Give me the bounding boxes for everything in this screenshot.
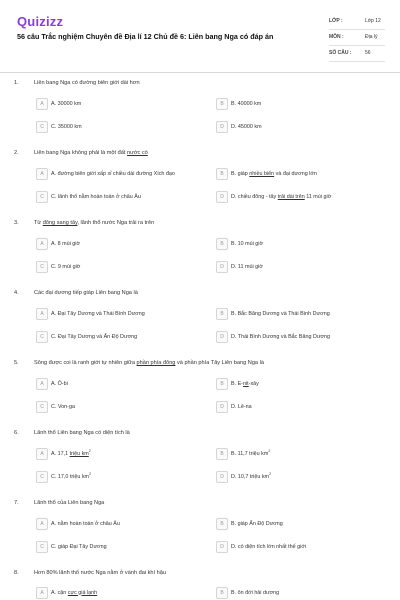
meta-table xyxy=(329,14,385,62)
question-text: Liên bang Nga có đường biên giới dài hơn xyxy=(34,80,140,86)
question-text-part: Từ xyxy=(34,220,43,226)
option-text-underlined: cực giá lạnh xyxy=(67,589,98,596)
superscript: 2 xyxy=(269,471,272,476)
option-a[interactable] xyxy=(36,168,206,180)
question-text: Các đại dương tiếp giáp Liên bang Nga là xyxy=(34,290,138,296)
option-text-part: A. cận xyxy=(51,589,68,596)
option-b[interactable] xyxy=(216,238,386,250)
option-text xyxy=(231,381,259,387)
option-text xyxy=(231,194,331,200)
option-letter: D xyxy=(216,471,228,483)
option-d[interactable] xyxy=(216,191,386,203)
question-text xyxy=(34,360,374,366)
option-text xyxy=(51,448,91,457)
option-text-part: B. 11,7 triệu km xyxy=(231,450,269,457)
superscript: 2 xyxy=(88,448,91,453)
option-text-part: D. chiều đông - tây xyxy=(231,193,278,200)
option-text: A. nằm hoàn toàn ở châu Âu xyxy=(51,520,120,527)
option-d[interactable] xyxy=(216,541,386,553)
option-letter: A xyxy=(36,378,48,390)
option-letter: C xyxy=(36,261,48,273)
option-text: A. Đại Tây Dương và Thái Bình Dương xyxy=(51,310,145,317)
option-d[interactable] xyxy=(216,331,386,343)
option-text: B. ôn đới hải dương xyxy=(231,589,280,596)
question-number: 2. xyxy=(14,150,19,156)
option-text: C. 35000 km xyxy=(51,123,82,130)
option-a[interactable] xyxy=(36,518,206,530)
question-number: 5. xyxy=(14,360,19,366)
meta-count-label: SỐ CÂU : xyxy=(329,50,352,56)
option-text: B. Bắc Băng Dương và Thái Bình Dương xyxy=(231,310,330,317)
meta-class-label: LỚP : xyxy=(329,18,343,24)
meta-subject-row xyxy=(329,30,385,46)
option-d[interactable] xyxy=(216,471,386,483)
option-text: D. Thái Bình Dương và Bắc Băng Dương xyxy=(231,333,330,340)
option-c[interactable] xyxy=(36,471,206,483)
option-letter: A xyxy=(36,98,48,110)
question-number: 4. xyxy=(14,290,19,296)
option-text: C. 9 múi giờ xyxy=(51,263,81,270)
option-letter: A xyxy=(36,168,48,180)
question-text xyxy=(34,150,374,156)
superscript: 2 xyxy=(268,448,271,453)
option-letter: D xyxy=(216,191,228,203)
option-text-part: D. 10,7 triệu km xyxy=(231,473,270,480)
option-letter: C xyxy=(36,191,48,203)
option-letter: C xyxy=(36,541,48,553)
option-text xyxy=(231,171,317,177)
option-letter: A xyxy=(36,308,48,320)
option-text: C. Von-ga xyxy=(51,403,75,410)
option-text-part: C. 17,0 triệu km xyxy=(51,473,90,480)
option-letter: D xyxy=(216,541,228,553)
option-c[interactable] xyxy=(36,401,206,413)
option-text: A. Ô-bi xyxy=(51,380,68,387)
option-letter: D xyxy=(216,261,228,273)
option-text: C. lãnh thổ nằm hoàn toàn ở châu Âu xyxy=(51,193,141,200)
document-title: 56 câu Trắc nghiệm Chuyên đề Địa lí 12 Chủ đề 6: Liên bang Nga có đáp án xyxy=(17,32,274,41)
meta-subject-label: MÔN : xyxy=(329,34,344,40)
meta-count-value: 56 xyxy=(365,50,371,56)
option-text xyxy=(51,590,97,596)
option-text: D. 45000 km xyxy=(231,123,262,130)
question-text-part: , lãnh thổ nước Nga trải ra trên xyxy=(77,220,155,226)
option-text: A. 8 múi giờ xyxy=(51,240,81,247)
option-letter: C xyxy=(36,471,48,483)
option-a[interactable] xyxy=(36,98,206,110)
option-letter: B xyxy=(216,238,228,250)
option-c[interactable] xyxy=(36,261,206,273)
question-text-part: và phần phía Tây Liên bang Nga là xyxy=(175,360,264,366)
option-letter: D xyxy=(216,331,228,343)
option-b[interactable] xyxy=(216,378,386,390)
option-text: B. giáp Ấn Độ Dương xyxy=(231,520,283,527)
option-text-part: A. 17,1 xyxy=(51,450,70,457)
option-letter: B xyxy=(216,518,228,530)
question-text-underlined: đông sang tây xyxy=(42,220,78,226)
option-letter: A xyxy=(36,518,48,530)
option-text-underlined: nit xyxy=(242,380,249,387)
meta-class-value: Lớp 12 xyxy=(365,18,381,24)
question-text: Hơn 80% lãnh thổ nước Nga nằm ở vành đai khí hậu xyxy=(34,570,166,576)
meta-subject-value: Địa lý xyxy=(365,34,378,40)
option-text-underlined: trải dài trên xyxy=(277,193,305,200)
option-letter: B xyxy=(216,98,228,110)
option-text: B. 40000 km xyxy=(231,100,262,107)
question-number: 3. xyxy=(14,220,19,226)
question-number: 1. xyxy=(14,80,19,86)
question-text-part: Sông được coi là ranh giới tự nhiên giữa xyxy=(34,360,137,366)
option-d[interactable] xyxy=(216,261,386,273)
question-text xyxy=(34,220,374,226)
question-text: Lãnh thổ Liên bang Nga có diện tích là xyxy=(34,430,130,436)
option-letter: D xyxy=(216,121,228,133)
question-text-underlined: nước có xyxy=(127,150,148,156)
option-letter: B xyxy=(216,168,228,180)
option-a[interactable] xyxy=(36,587,206,599)
option-letter: A xyxy=(36,238,48,250)
option-text-underlined: triệu km xyxy=(69,450,89,457)
superscript: 2 xyxy=(89,471,92,476)
option-a[interactable] xyxy=(36,238,206,250)
option-text: C. Đại Tây Dương và Ấn Độ Dương xyxy=(51,333,138,340)
option-letter: B xyxy=(216,448,228,460)
option-text: B. 10 múi giờ xyxy=(231,240,263,247)
option-text-part: và đại dương lớn xyxy=(274,170,317,177)
option-c[interactable] xyxy=(36,191,206,203)
option-letter: B xyxy=(216,587,228,599)
option-text xyxy=(51,471,92,480)
option-d[interactable] xyxy=(216,121,386,133)
question-text-part: Liên bang Nga không phải là một đất xyxy=(34,150,127,156)
question-number: 8. xyxy=(14,570,19,576)
option-text: A. đường biên giới xấp xỉ chiều dài đường Xích đạo xyxy=(51,170,175,177)
meta-class-row xyxy=(329,14,385,30)
option-a[interactable] xyxy=(36,378,206,390)
meta-count-row xyxy=(329,46,385,62)
option-b[interactable] xyxy=(216,518,386,530)
option-letter: B xyxy=(216,308,228,320)
option-text: C. giáp Đại Tây Dương xyxy=(51,543,107,550)
option-d[interactable] xyxy=(216,401,386,413)
option-a[interactable] xyxy=(36,448,206,460)
option-text: D. 11 múi giờ xyxy=(231,263,263,270)
option-c[interactable] xyxy=(36,331,206,343)
option-c[interactable] xyxy=(36,541,206,553)
question-number: 6. xyxy=(14,430,19,436)
option-text: D. Lê-na xyxy=(231,403,252,410)
option-b[interactable] xyxy=(216,98,386,110)
option-text-underlined: nhiều biển xyxy=(249,170,275,177)
header-divider xyxy=(0,72,400,73)
quizizz-logo: Quizizz xyxy=(17,14,64,29)
option-text xyxy=(231,448,271,457)
option-text-part: B. E- xyxy=(231,380,243,387)
option-letter: A xyxy=(36,587,48,599)
option-b[interactable] xyxy=(216,308,386,320)
option-letter: A xyxy=(36,448,48,460)
option-letter: D xyxy=(216,401,228,413)
option-text-part: 11 múi giờ xyxy=(304,193,332,200)
question-text-underlined: phần phía đông xyxy=(136,360,176,366)
page-header xyxy=(0,0,400,72)
option-letter: C xyxy=(36,401,48,413)
option-b[interactable] xyxy=(216,587,386,599)
option-text: A. 30000 km xyxy=(51,100,82,107)
question-number: 7. xyxy=(14,500,19,506)
option-text-part: -xây xyxy=(248,380,259,387)
option-text xyxy=(231,471,272,480)
question-text: Lãnh thổ của Liên bang Nga xyxy=(34,500,105,506)
option-text: D. có diện tích lớn nhất thế giới xyxy=(231,543,307,550)
option-letter: C xyxy=(36,331,48,343)
option-b[interactable] xyxy=(216,448,386,460)
option-a[interactable] xyxy=(36,308,206,320)
option-b[interactable] xyxy=(216,168,386,180)
option-text-part: B. giáp xyxy=(231,170,250,177)
option-letter: C xyxy=(36,121,48,133)
option-c[interactable] xyxy=(36,121,206,133)
option-letter: B xyxy=(216,378,228,390)
